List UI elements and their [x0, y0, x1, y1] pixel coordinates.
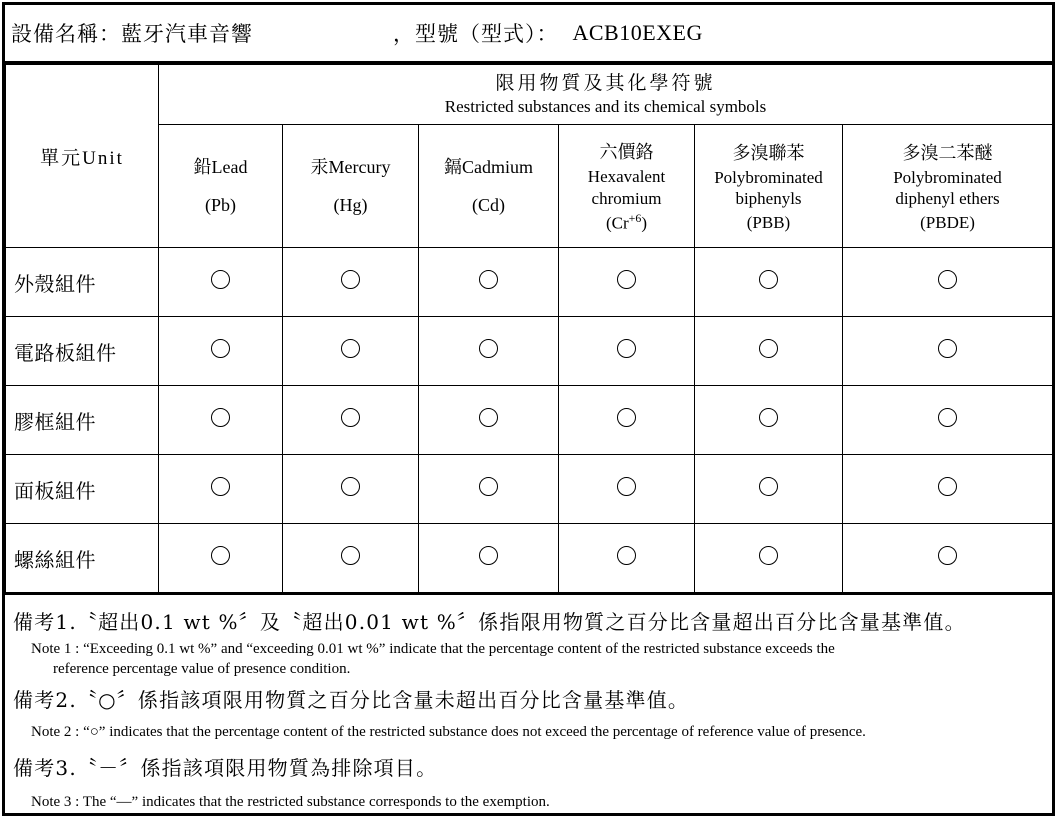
table-header-substance-row: [6, 125, 1053, 248]
substance-header-lead: [159, 125, 283, 248]
row-label-pcb: 電路板組件: [6, 317, 159, 386]
substance-en-hexavalent-chromium-line1: Hexavalent: [587, 167, 666, 187]
substance-en-pbb-line2: biphenyls: [735, 189, 802, 209]
substance-header-hexavalent-chromium: [559, 125, 695, 248]
cell-frame-lead: [159, 386, 283, 455]
circle-icon: [938, 408, 957, 427]
unit-column-header: [6, 65, 159, 248]
note3-zh: 備考3.〝－〞係指該項限用物質為排除項目。: [13, 755, 438, 780]
substance-symbol-lead: (Pb): [205, 194, 236, 215]
cell-screw-chromium: [559, 524, 695, 594]
substance-symbol-cadmium: (Cd): [472, 194, 505, 215]
cell-screw-pbb: [695, 524, 843, 594]
circle-icon: [341, 339, 360, 358]
note2-zh: 備考2.〝○〞係指該項限用物質之百分比含量未超出百分比含量基準值。: [13, 688, 690, 712]
circle-icon: [759, 339, 778, 358]
table-row: [6, 455, 1053, 524]
note1-en: [31, 640, 1044, 679]
circle-icon: [341, 270, 360, 289]
circle-icon: [211, 477, 230, 496]
substance-header-pbde: [843, 125, 1053, 248]
cell-pcb-cadmium: [419, 317, 559, 386]
substances-group-header: [159, 65, 1053, 125]
circle-icon: [938, 477, 957, 496]
cell-frame-pbde: [843, 386, 1053, 455]
circle-icon: [341, 477, 360, 496]
circle-icon: [617, 408, 636, 427]
row-label-frame: 膠框組件: [6, 386, 159, 455]
cell-frame-chromium: [559, 386, 695, 455]
substance-zh-pbb: 多溴聯苯: [732, 143, 805, 165]
substance-en-pbde-line1: Polybrominated: [893, 168, 1002, 188]
table-row: [6, 386, 1053, 455]
cell-screw-cadmium: [419, 524, 559, 594]
circle-icon: [759, 408, 778, 427]
table-row: [6, 248, 1053, 317]
note1-en-line2: reference percentage value of presence condition.: [53, 660, 351, 677]
note3-en: Note 3 : The “—” indicates that the restricted substance corresponds to the exemption.: [31, 793, 550, 810]
equipment-name-label: 設備名稱：藍牙汽車音響: [11, 22, 253, 46]
cell-panel-cadmium: [419, 455, 559, 524]
cell-frame-mercury: [283, 386, 419, 455]
circle-icon: [617, 477, 636, 496]
circle-icon: [759, 270, 778, 289]
circle-icon: [341, 546, 360, 565]
cell-housing-pbde: [843, 248, 1053, 317]
cell-panel-pbde: [843, 455, 1053, 524]
cell-screw-lead: [159, 524, 283, 594]
cell-panel-lead: [159, 455, 283, 524]
substance-zh-mercury: 汞: [310, 157, 329, 178]
substance-zh-pbde: 多溴二苯醚: [902, 143, 993, 165]
cell-housing-mercury: [283, 248, 419, 317]
cell-screw-mercury: [283, 524, 419, 594]
circle-icon: [938, 546, 957, 565]
cell-housing-cadmium: [419, 248, 559, 317]
note2-en: Note 2 : “○” indicates that the percentage content of the restricted substance does not exceed the percentage of reference value of presence.: [31, 724, 866, 740]
substance-header-pbb: [695, 125, 843, 248]
circle-icon: [617, 270, 636, 289]
table-row: [6, 317, 1053, 386]
unit-header-zh: 單元: [40, 146, 83, 169]
table-row: [6, 524, 1053, 594]
cell-frame-pbb: [695, 386, 843, 455]
model-value: ACB10EXEG: [572, 20, 703, 45]
circle-icon: [211, 270, 230, 289]
note1-en-line1: Note 1 : “Exceeding 0.1 wt %” and “exceeding 0.01 wt %” indicate that the percentage content of the restricted substance exceeds the: [31, 641, 835, 657]
substance-en-pbb-line1: Polybrominated: [714, 168, 823, 188]
substance-en-lead: Lead: [211, 157, 248, 177]
circle-icon: [938, 270, 957, 289]
cell-screw-pbde: [843, 524, 1053, 594]
row-label-panel: 面板組件: [6, 455, 159, 524]
cell-frame-cadmium: [419, 386, 559, 455]
unit-header-en: Unit: [82, 147, 124, 169]
cell-pcb-chromium: [559, 317, 695, 386]
cell-pcb-lead: [159, 317, 283, 386]
circle-icon: [617, 546, 636, 565]
substance-zh-lead: 鉛: [193, 157, 212, 178]
cell-pcb-mercury: [283, 317, 419, 386]
row-label-housing: 外殼組件: [6, 248, 159, 317]
circle-icon: [479, 339, 498, 358]
substance-en-pbde-line2: diphenyl ethers: [895, 189, 1000, 209]
circle-icon: [211, 408, 230, 427]
circle-icon: [341, 408, 360, 427]
substances-group-header-en: Restricted substances and its chemical symbols: [444, 97, 767, 117]
substance-header-mercury: [283, 125, 419, 248]
circle-icon: [211, 546, 230, 565]
circle-icon: [617, 339, 636, 358]
substance-en-mercury: Mercury: [328, 157, 391, 177]
substance-symbol-pbde: (PBDE): [920, 212, 975, 232]
table-header-group-row: [6, 65, 1053, 125]
cell-housing-pbb: [695, 248, 843, 317]
cell-housing-lead: [159, 248, 283, 317]
circle-icon: [479, 408, 498, 427]
cell-pcb-pbde: [843, 317, 1053, 386]
circle-icon: [479, 270, 498, 289]
circle-icon: [759, 546, 778, 565]
equipment-header: [5, 5, 1052, 64]
cell-panel-chromium: [559, 455, 695, 524]
model-label: ，型號（型式）：: [393, 22, 559, 46]
cell-panel-pbb: [695, 455, 843, 524]
cell-panel-mercury: [283, 455, 419, 524]
notes-section: [5, 595, 1052, 813]
declaration-table-frame: [2, 2, 1055, 816]
circle-icon: [211, 339, 230, 358]
substance-zh-cadmium: 鎘: [444, 157, 462, 178]
cell-housing-chromium: [559, 248, 695, 317]
circle-icon: [479, 477, 498, 496]
note1-zh: 備考1.〝超出0.1 wt %〞及〝超出0.01 wt %〞係指限用物質之百分比含量超出百分比含量基準值。: [13, 610, 966, 634]
circle-icon: [938, 339, 957, 358]
substance-en-hexavalent-chromium-line2: chromium: [591, 188, 662, 208]
cell-pcb-pbb: [695, 317, 843, 386]
restricted-substances-table: [5, 64, 1053, 595]
substance-zh-hexavalent-chromium: 六價鉻: [599, 142, 654, 164]
circle-icon: [479, 546, 498, 565]
substance-en-cadmium: Cadmium: [462, 157, 533, 177]
substance-symbol-pbb: (PBB): [746, 212, 791, 232]
row-label-screw: 螺絲組件: [6, 524, 159, 594]
substances-group-header-zh: 限用物質及其化學符號: [495, 71, 716, 94]
substance-symbol-hexavalent-chromium: $(Cr^{+6})$: [606, 210, 647, 233]
substance-symbol-mercury: (Hg): [333, 194, 368, 215]
circle-icon: [759, 477, 778, 496]
substance-header-cadmium: [419, 125, 559, 248]
